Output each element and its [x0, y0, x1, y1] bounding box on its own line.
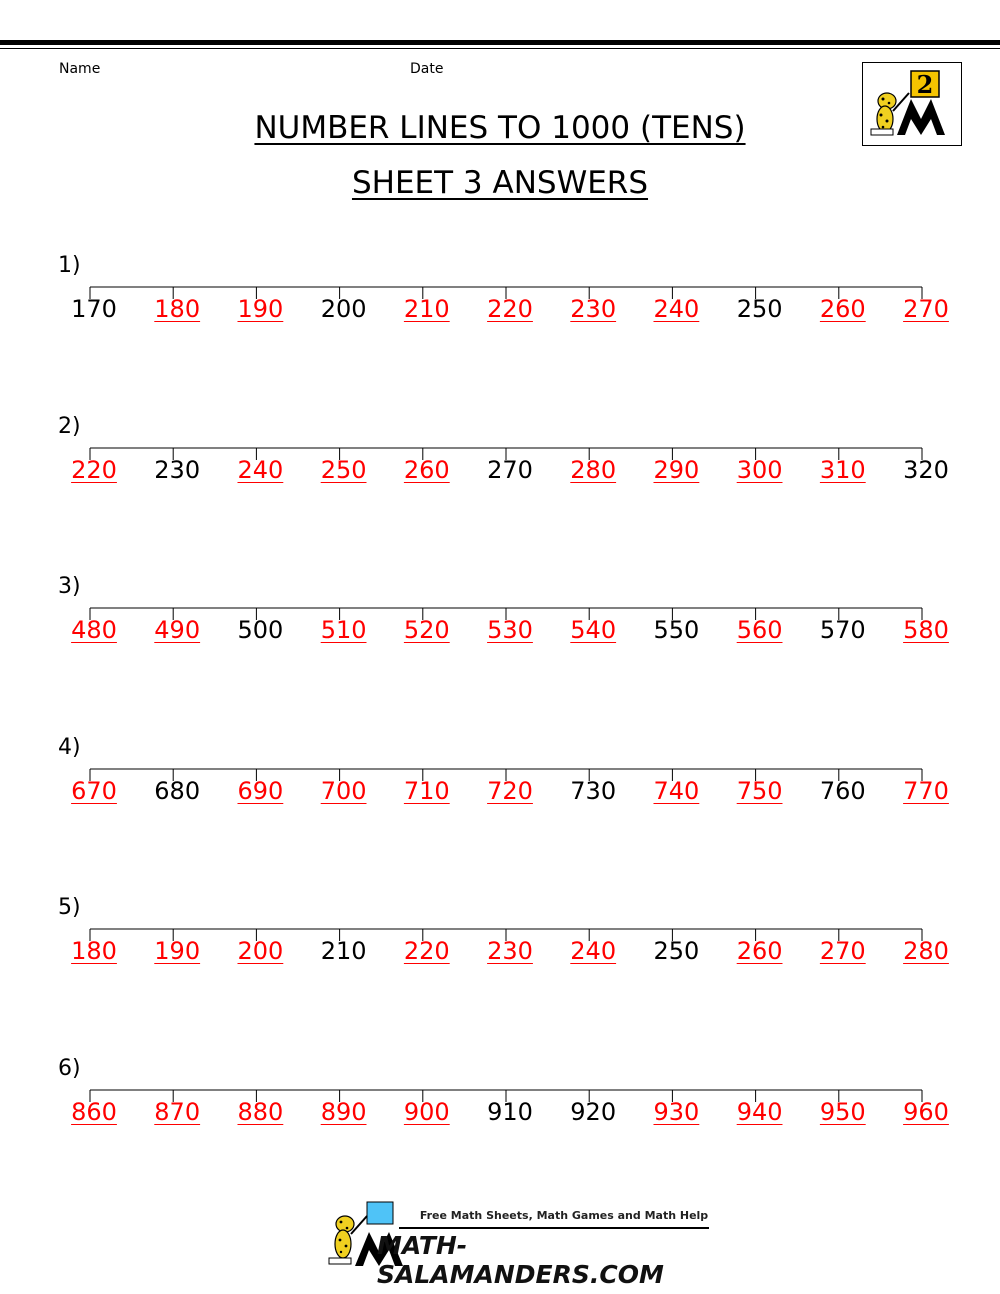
answer-value: 720: [487, 776, 533, 805]
answer-value: 900: [403, 1098, 450, 1126]
answer-value: 270: [819, 937, 866, 966]
answer-value: 560: [736, 616, 783, 645]
number-line: [0, 1054, 1000, 1174]
number-line-problem: [0, 251, 1000, 371]
answer-value: 740: [653, 776, 700, 805]
problem-number: 3): [58, 574, 81, 600]
answer-value: 860: [71, 1098, 117, 1126]
answer-value: 270: [903, 295, 949, 323]
given-value: 210: [320, 937, 367, 966]
answer-value: 220: [71, 455, 117, 484]
answer-value: 240: [653, 295, 700, 323]
problem-number: 4): [58, 734, 81, 760]
answer-value: 870: [154, 1098, 201, 1126]
answer-value: 240: [237, 455, 284, 484]
number-line-problem: [0, 1054, 1000, 1174]
number-line-problem: [0, 412, 1000, 532]
given-value: 680: [154, 776, 201, 805]
number-line: [0, 572, 1000, 692]
answer-value: 280: [570, 455, 617, 484]
given-value: 170: [71, 295, 117, 323]
answer-value: 700: [320, 776, 367, 805]
answer-value: 180: [154, 295, 201, 323]
answer-value: 220: [403, 937, 450, 966]
answer-value: 950: [819, 1098, 866, 1126]
problem-number: 1): [58, 253, 81, 278]
problem-number: 6): [58, 1056, 81, 1081]
answer-value: 890: [320, 1098, 367, 1126]
number-line-problem: [0, 893, 1000, 1013]
given-value: 500: [237, 616, 284, 645]
answer-value: 280: [903, 937, 949, 966]
answer-value: 750: [736, 776, 783, 805]
number-line: [0, 733, 1000, 853]
number-line-problem: [0, 572, 1000, 692]
answer-value: 580: [903, 616, 949, 645]
top-rule: [0, 40, 1000, 45]
answer-value: 260: [403, 455, 450, 484]
grade-logo: [862, 62, 962, 146]
answer-value: 510: [320, 616, 367, 645]
problem-number: 5): [58, 895, 81, 921]
footer: [325, 1198, 715, 1289]
footer-rule: [399, 1227, 709, 1229]
number-line: [0, 893, 1000, 1013]
answer-value: 190: [154, 937, 201, 966]
answer-value: 930: [653, 1098, 700, 1126]
salamander-logo-icon: [863, 63, 961, 145]
answer-value: 180: [71, 937, 117, 966]
answer-value: 530: [487, 616, 533, 645]
given-value: 920: [570, 1098, 617, 1126]
given-value: 200: [320, 295, 367, 323]
answer-value: 940: [736, 1098, 783, 1126]
answer-value: 880: [237, 1098, 284, 1126]
number-line-problem: [0, 733, 1000, 853]
answer-value: 770: [903, 776, 949, 805]
grade-number: 2: [916, 70, 934, 99]
answer-value: 240: [570, 937, 617, 966]
answer-value: 690: [237, 776, 284, 805]
answer-value: 480: [71, 616, 117, 645]
answer-value: 300: [736, 455, 783, 484]
given-value: 320: [903, 455, 949, 484]
answer-value: 200: [237, 937, 284, 966]
footer-site-name: MATH-SALAMANDERS.COM: [377, 1231, 664, 1289]
given-value: 270: [487, 455, 533, 484]
date-label: Date: [410, 61, 444, 77]
given-value: 230: [154, 455, 201, 484]
answer-value: 490: [154, 616, 201, 645]
answer-value: 670: [71, 776, 117, 805]
answer-value: 250: [320, 455, 367, 484]
answer-value: 540: [570, 616, 617, 645]
answer-value: 260: [736, 937, 783, 966]
answer-value: 230: [487, 937, 533, 966]
name-label: Name: [59, 61, 101, 77]
answer-value: 260: [819, 295, 866, 323]
answer-value: 190: [237, 295, 284, 323]
answer-value: 210: [403, 295, 450, 323]
number-line: [0, 412, 1000, 532]
given-value: 910: [487, 1098, 533, 1126]
given-value: 570: [819, 616, 866, 645]
answer-value: 220: [487, 295, 533, 323]
answer-value: 310: [819, 455, 866, 484]
problem-number: 2): [58, 413, 81, 439]
answer-value: 290: [653, 455, 700, 484]
given-value: 760: [819, 776, 866, 805]
footer-tagline: Free Math Sheets, Math Games and Math Help: [419, 1209, 709, 1222]
number-line: [0, 251, 1000, 371]
page-title: NUMBER LINES TO 1000 (TENS): [254, 110, 746, 146]
answer-value: 960: [903, 1098, 949, 1126]
answer-value: 230: [570, 295, 617, 323]
page-subtitle: SHEET 3 ANSWERS: [351, 165, 649, 201]
given-value: 730: [570, 776, 617, 805]
answer-value: 710: [403, 776, 450, 805]
given-value: 550: [653, 616, 700, 645]
given-value: 250: [653, 937, 700, 966]
answer-value: 520: [403, 616, 450, 645]
given-value: 250: [736, 295, 783, 323]
top-rule-thin: [0, 48, 1000, 49]
